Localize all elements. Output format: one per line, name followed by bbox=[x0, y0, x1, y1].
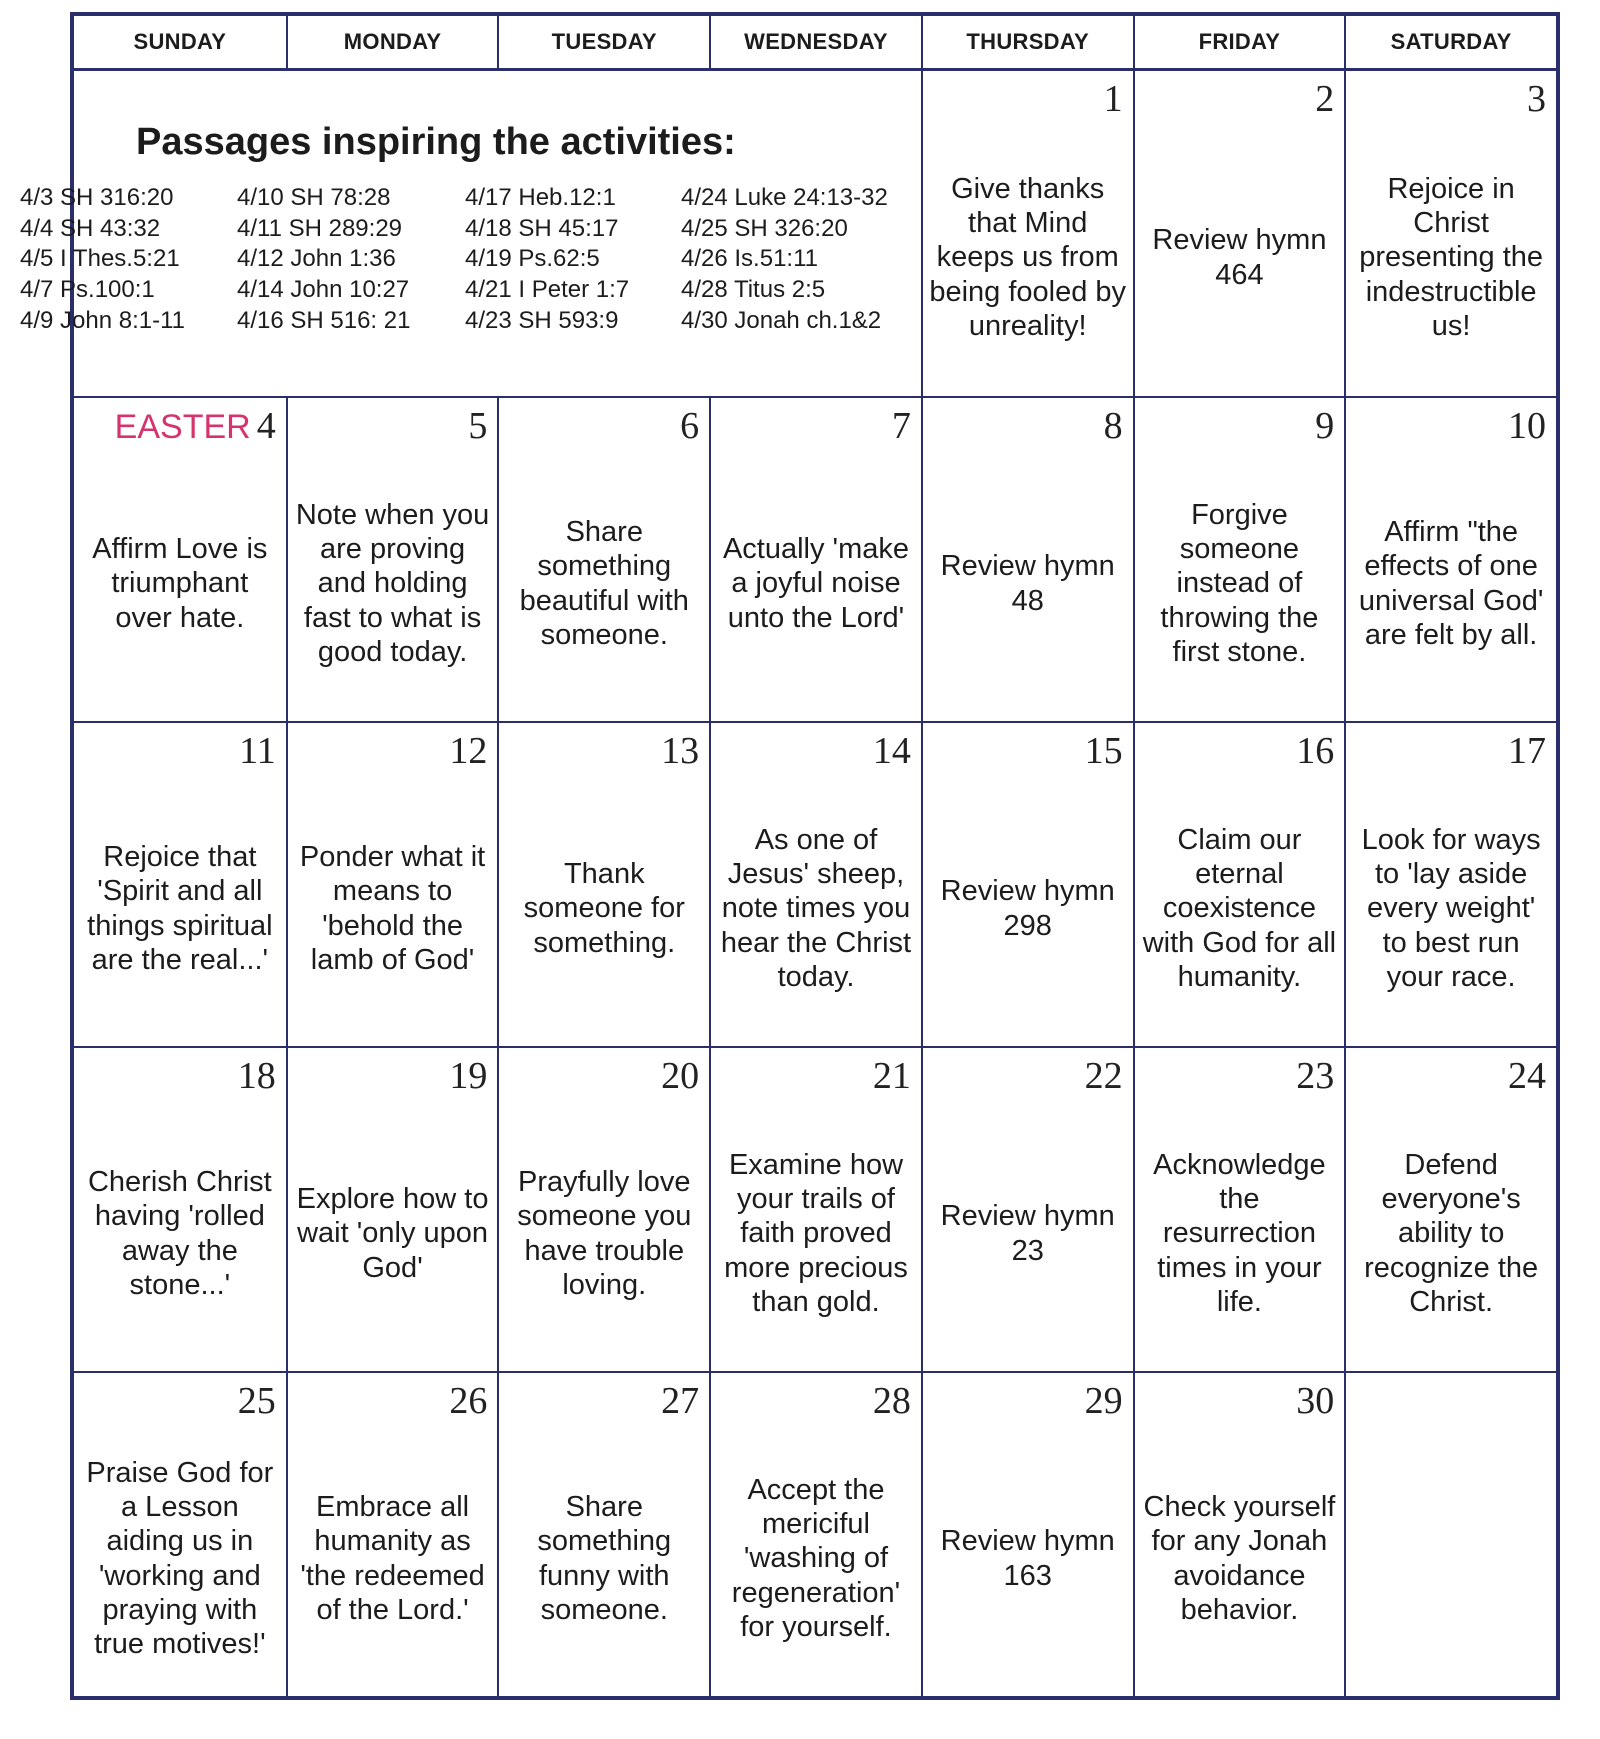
day-number-value: 4 bbox=[256, 405, 276, 447]
day-number bbox=[873, 729, 911, 773]
day-activity: Accept the mericiful 'washing of regeneration' for yourself. bbox=[731, 1473, 901, 1643]
weekday-thursday: THURSDAY bbox=[921, 16, 1133, 68]
day-number-value: 27 bbox=[661, 1380, 700, 1422]
passage-reference: 4/14 John 10:27 bbox=[237, 276, 410, 304]
day-cell bbox=[1344, 721, 1556, 1046]
passages-column bbox=[681, 183, 911, 337]
day-activity: Forgive someone instead of throwing the first stone. bbox=[1160, 498, 1319, 668]
passage-reference: 4/30 Jonah ch.1&2 bbox=[681, 306, 882, 334]
day-cell bbox=[497, 396, 709, 721]
day-number bbox=[873, 1379, 911, 1423]
day-number bbox=[892, 404, 911, 448]
passage-reference: 4/19 Ps.62:5 bbox=[465, 245, 600, 273]
day-activity: Note when you are proving and holding fast to what is good today. bbox=[295, 498, 490, 668]
day-number-value: 1 bbox=[1103, 78, 1123, 120]
day-cell bbox=[1133, 71, 1345, 396]
weekday-wednesday: WEDNESDAY bbox=[709, 16, 921, 68]
day-activity: Review hymn 464 bbox=[1152, 224, 1327, 291]
day-cell bbox=[1344, 71, 1556, 396]
day-cell bbox=[1344, 396, 1556, 721]
day-cell bbox=[497, 1046, 709, 1371]
day-activity: Affirm "the effects of one universal God' are felt by all. bbox=[1358, 516, 1544, 651]
day-number bbox=[449, 729, 487, 773]
day-cell bbox=[709, 1371, 921, 1696]
holiday-label: EASTER bbox=[114, 408, 251, 446]
day-cell bbox=[921, 71, 1133, 396]
passage-reference: 4/9 John 8:1-11 bbox=[20, 306, 186, 334]
day-number bbox=[1527, 77, 1546, 121]
passage-reference: 4/25 SH 326:20 bbox=[681, 214, 848, 242]
day-number bbox=[1508, 729, 1546, 773]
day-number bbox=[661, 1054, 699, 1098]
day-number bbox=[1085, 1379, 1123, 1423]
day-activity: Claim our eternal coexistence with God for all humanity. bbox=[1142, 823, 1337, 993]
day-cell bbox=[74, 1046, 286, 1371]
day-number-value: 3 bbox=[1526, 78, 1546, 120]
day-activity: Defend everyone's ability to recognize the Christ. bbox=[1364, 1148, 1539, 1318]
day-number bbox=[449, 1054, 487, 1098]
day-activity: Give thanks that Mind keeps us from being fooled by unreality! bbox=[929, 172, 1127, 342]
day-activity: Prayfully love someone you have trouble loving. bbox=[517, 1166, 692, 1301]
day-number-value: 2 bbox=[1315, 78, 1335, 120]
day-number bbox=[680, 404, 699, 448]
day-number bbox=[1296, 1379, 1334, 1423]
day-cell bbox=[921, 1371, 1133, 1696]
passage-reference: 4/23 SH 593:9 bbox=[465, 306, 619, 334]
day-number bbox=[661, 729, 699, 773]
day-number-value: 18 bbox=[237, 1055, 276, 1097]
day-number-value: 15 bbox=[1084, 730, 1123, 772]
weekday-saturday: SATURDAY bbox=[1344, 16, 1556, 68]
day-number-value: 17 bbox=[1507, 730, 1546, 772]
passage-reference: 4/3 SH 316:20 bbox=[20, 184, 174, 211]
day-number bbox=[238, 1054, 276, 1098]
day-number bbox=[1315, 77, 1334, 121]
day-activity: Share something funny with someone. bbox=[537, 1491, 672, 1626]
day-cell bbox=[286, 721, 498, 1046]
day-number-value: 13 bbox=[661, 730, 700, 772]
passage-reference: 4/17 Heb.12:1 bbox=[465, 184, 616, 211]
day-cell bbox=[1133, 721, 1345, 1046]
passages-column bbox=[237, 183, 465, 337]
calendar bbox=[20, 12, 1560, 1700]
passage-reference: 4/16 SH 516: 21 bbox=[237, 306, 411, 334]
day-number bbox=[1508, 1054, 1546, 1098]
day-number bbox=[238, 1379, 276, 1423]
day-cell bbox=[921, 1046, 1133, 1371]
passages-column bbox=[20, 183, 237, 337]
day-number-value: 6 bbox=[680, 405, 700, 447]
day-number-value: 25 bbox=[237, 1380, 276, 1422]
day-activity: Embrace all humanity as 'the redeemed of the Lord.' bbox=[300, 1491, 485, 1626]
day-number-value: 7 bbox=[891, 405, 911, 447]
day-number bbox=[449, 1379, 487, 1423]
day-cell bbox=[286, 1371, 498, 1696]
passage-reference: 4/10 SH 78:28 bbox=[237, 184, 391, 211]
day-number bbox=[1085, 1054, 1123, 1098]
day-cell bbox=[921, 721, 1133, 1046]
day-cell bbox=[1133, 396, 1345, 721]
passage-reference: 4/5 I Thes.5:21 bbox=[20, 245, 180, 273]
day-activity: Praise God for a Lesson aiding us in 'working and praying with true motives!' bbox=[86, 1456, 274, 1660]
day-number-value: 16 bbox=[1296, 730, 1335, 772]
passages-column bbox=[465, 183, 681, 337]
passage-reference: 4/12 John 1:36 bbox=[237, 245, 396, 273]
day-activity: Review hymn 298 bbox=[940, 875, 1115, 942]
day-number-value: 9 bbox=[1315, 405, 1335, 447]
day-activity: Explore how to wait 'only upon God' bbox=[296, 1183, 489, 1284]
day-number bbox=[873, 1054, 911, 1098]
day-number bbox=[661, 1379, 699, 1423]
day-number-value: 11 bbox=[239, 730, 276, 772]
day-number-value: 21 bbox=[872, 1055, 911, 1097]
day-activity: Acknowledge the resurrection times in your life. bbox=[1153, 1148, 1326, 1318]
day-cell bbox=[497, 721, 709, 1046]
day-number-value: 24 bbox=[1507, 1055, 1546, 1097]
passage-reference: 4/18 SH 45:17 bbox=[465, 214, 619, 242]
day-number-value: 22 bbox=[1084, 1055, 1123, 1097]
day-cell bbox=[74, 721, 286, 1046]
passage-reference: 4/28 Titus 2:5 bbox=[681, 276, 826, 304]
day-activity: Rejoice that 'Spirit and all things spiritual are the real...' bbox=[87, 841, 273, 976]
day-activity: Actually 'make a joyful noise unto the Lord' bbox=[722, 533, 910, 634]
day-number-value: 8 bbox=[1103, 405, 1123, 447]
day-number bbox=[115, 404, 276, 448]
day-number bbox=[1508, 404, 1546, 448]
day-number-value: 29 bbox=[1084, 1380, 1123, 1422]
day-cell bbox=[74, 396, 286, 721]
day-activity: Review hymn 163 bbox=[940, 1525, 1115, 1592]
day-activity: Examine how your trails of faith proved more precious than gold. bbox=[724, 1148, 908, 1318]
passages-list bbox=[20, 183, 911, 337]
day-number bbox=[468, 404, 487, 448]
day-activity: Share something beautiful with someone. bbox=[519, 516, 689, 651]
day-number-value: 30 bbox=[1296, 1380, 1335, 1422]
day-activity: Cherish Christ having 'rolled away the stone...' bbox=[87, 1166, 272, 1301]
day-activity: Look for ways to 'lay aside every weight' to best run your race. bbox=[1361, 823, 1541, 993]
passages-heading: Passages inspiring the activities: bbox=[136, 121, 736, 163]
day-number bbox=[1085, 729, 1123, 773]
day-cell bbox=[1344, 1046, 1556, 1371]
day-number bbox=[1296, 729, 1334, 773]
day-activity: Thank someone for something. bbox=[523, 858, 685, 959]
day-number-value: 23 bbox=[1296, 1055, 1335, 1097]
day-number-value: 14 bbox=[872, 730, 911, 772]
day-cell bbox=[286, 396, 498, 721]
passage-reference: 4/4 SH 43:32 bbox=[20, 214, 161, 242]
day-cell bbox=[1133, 1046, 1345, 1371]
day-number bbox=[239, 729, 276, 773]
day-cell bbox=[74, 1371, 286, 1696]
day-activity: As one of Jesus' sheep, note times you hear the Christ today. bbox=[720, 823, 912, 993]
passage-reference: 4/26 Is.51:11 bbox=[681, 245, 818, 273]
passage-reference: 4/24 Luke 24:13-32 bbox=[681, 184, 888, 211]
day-number-value: 26 bbox=[449, 1380, 488, 1422]
day-number-value: 10 bbox=[1507, 405, 1546, 447]
day-activity: Ponder what it means to 'behold the lamb of God' bbox=[299, 841, 486, 976]
day-cell bbox=[709, 396, 921, 721]
day-activity: Rejoice in Christ presenting the indestructible us! bbox=[1359, 172, 1544, 342]
day-activity: Review hymn 23 bbox=[940, 1200, 1115, 1267]
day-cell bbox=[921, 396, 1133, 721]
day-activity: Review hymn 48 bbox=[940, 550, 1115, 617]
day-number-value: 12 bbox=[449, 730, 488, 772]
day-activity: Affirm Love is triumphant over hate. bbox=[92, 533, 268, 634]
day-cell bbox=[709, 1046, 921, 1371]
day-cell bbox=[286, 1046, 498, 1371]
weekday-friday: FRIDAY bbox=[1133, 16, 1345, 68]
empty-cell bbox=[1344, 1371, 1556, 1696]
day-number-value: 19 bbox=[449, 1055, 488, 1097]
day-cell bbox=[497, 1371, 709, 1696]
passage-reference: 4/21 I Peter 1:7 bbox=[465, 276, 630, 304]
passages-panel bbox=[20, 71, 921, 396]
weekday-sunday: SUNDAY bbox=[133, 29, 227, 54]
day-activity: Check yourself for any Jonah avoidance behavior. bbox=[1143, 1491, 1336, 1626]
day-number-value: 5 bbox=[468, 405, 488, 447]
weekday-header-row bbox=[74, 16, 1556, 71]
day-number bbox=[1104, 404, 1123, 448]
day-number-value: 20 bbox=[661, 1055, 700, 1097]
day-cell bbox=[1133, 1371, 1345, 1696]
passage-reference: 4/7 Ps.100:1 bbox=[20, 276, 155, 304]
day-number bbox=[1104, 77, 1123, 121]
day-number-value: 28 bbox=[872, 1380, 911, 1422]
day-cell bbox=[709, 721, 921, 1046]
passage-reference: 4/11 SH 289:29 bbox=[237, 214, 403, 242]
weekday-monday: MONDAY bbox=[286, 16, 498, 68]
weekday-tuesday: TUESDAY bbox=[497, 16, 709, 68]
day-number bbox=[1296, 1054, 1334, 1098]
day-number bbox=[1315, 404, 1334, 448]
